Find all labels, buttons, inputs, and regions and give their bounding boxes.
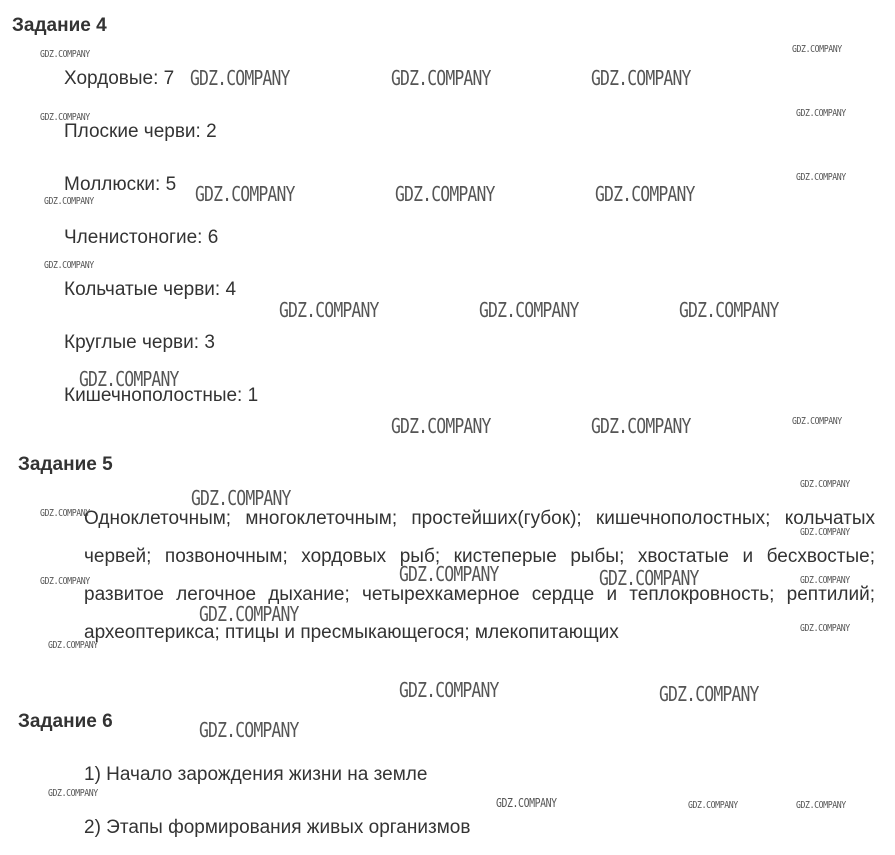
task4-item-mollusks: Моллюски: 5 <box>64 174 177 195</box>
watermark: GDZ.COMPANY <box>679 298 779 322</box>
task6-item-2: 2) Этапы формирования живых организмов <box>84 817 471 838</box>
watermark: GDZ.COMPANY <box>40 112 90 123</box>
watermark: GDZ.COMPANY <box>191 486 291 510</box>
watermark: GDZ.COMPANY <box>796 800 846 811</box>
watermark: GDZ.COMPANY <box>40 508 90 519</box>
watermark: GDZ.COMPANY <box>199 602 299 626</box>
watermark: GDZ.COMPANY <box>800 575 850 586</box>
watermark: GDZ.COMPANY <box>496 796 557 810</box>
watermark: GDZ.COMPANY <box>796 172 846 183</box>
watermark: GDZ.COMPANY <box>391 66 491 90</box>
watermark: GDZ.COMPANY <box>48 788 98 799</box>
watermark: GDZ.COMPANY <box>688 800 738 811</box>
watermark: GDZ.COMPANY <box>659 682 759 706</box>
watermark: GDZ.COMPANY <box>792 44 842 55</box>
task5-heading: Задание 5 <box>18 454 113 475</box>
task4-item-roundworms: Круглые черви: 3 <box>64 332 215 353</box>
watermark: GDZ.COMPANY <box>591 66 691 90</box>
watermark: GDZ.COMPANY <box>395 182 495 206</box>
watermark: GDZ.COMPANY <box>800 479 850 490</box>
watermark: GDZ.COMPANY <box>195 182 295 206</box>
watermark: GDZ.COMPANY <box>399 678 499 702</box>
task6-heading: Задание 6 <box>18 711 113 732</box>
watermark: GDZ.COMPANY <box>599 566 699 590</box>
watermark: GDZ.COMPANY <box>48 640 98 651</box>
task4-heading: Задание 4 <box>12 15 107 36</box>
watermark: GDZ.COMPANY <box>44 260 94 271</box>
watermark: GDZ.COMPANY <box>479 298 579 322</box>
watermark: GDZ.COMPANY <box>399 562 499 586</box>
watermark: GDZ.COMPANY <box>44 196 94 207</box>
watermark: GDZ.COMPANY <box>391 414 491 438</box>
watermark: GDZ.COMPANY <box>40 49 90 60</box>
watermark: GDZ.COMPANY <box>800 527 850 538</box>
watermark: GDZ.COMPANY <box>190 66 290 90</box>
watermark: GDZ.COMPANY <box>199 718 299 742</box>
watermark: GDZ.COMPANY <box>279 298 379 322</box>
task4-item-annelids: Кольчатые черви: 4 <box>64 279 237 300</box>
watermark: GDZ.COMPANY <box>79 367 179 391</box>
watermark: GDZ.COMPANY <box>595 182 695 206</box>
task4-item-flatworms: Плоские черви: 2 <box>64 121 217 142</box>
watermark: GDZ.COMPANY <box>800 623 850 634</box>
task4-item-chordates: Хордовые: 7 <box>64 68 175 89</box>
task6-item-1: 1) Начало зарождения жизни на земле <box>84 764 428 785</box>
watermark: GDZ.COMPANY <box>796 108 846 119</box>
watermark: GDZ.COMPANY <box>40 576 90 587</box>
task4-item-arthropods: Членистоногие: 6 <box>64 227 219 248</box>
task4-item-coelenterates: Кишечнополостные: 1 <box>64 385 259 406</box>
task5-answer-text: Одноклеточным; многоклеточным; простейших(губок); кишечнополостных; кольчатых червей; позвоночным; хордовых рыб; кистеперые рыбы; хвостатые и бесхвостые; развитое легочное дыхание; четырехкамерное сердце и теплокровность; рептилий; археоптерикса; птицы и пресмыкающегося; млекопитающих <box>84 508 875 643</box>
watermark: GDZ.COMPANY <box>792 416 842 427</box>
watermark: GDZ.COMPANY <box>591 414 691 438</box>
